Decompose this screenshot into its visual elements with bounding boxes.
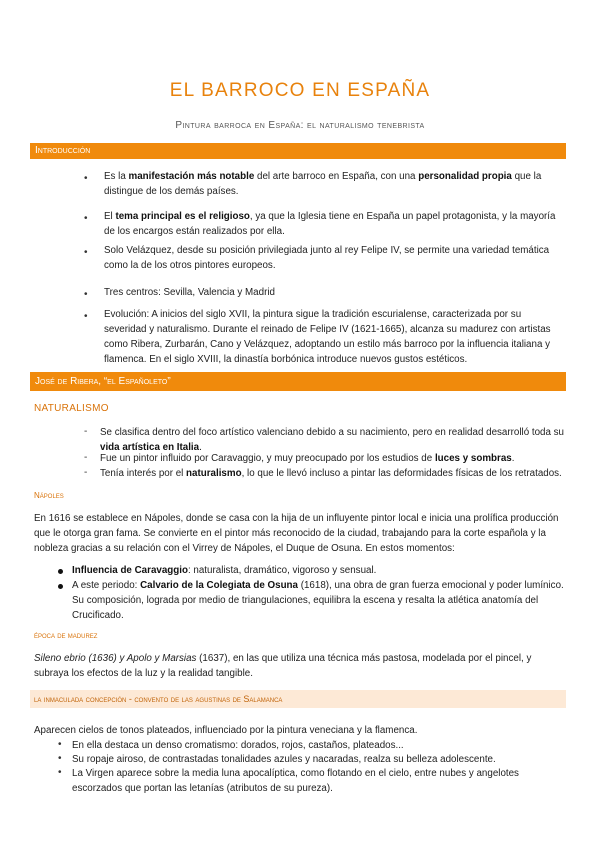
intro-item-4: Tres centros: Sevilla, Valencia y Madrid xyxy=(104,287,275,298)
napoles-item-1: Influencia de Caravaggio: naturalista, dramático, vigoroso y sensual. xyxy=(72,565,377,576)
dash-icon: - xyxy=(84,467,88,478)
bullet-icon: • xyxy=(58,739,62,750)
napoles-item-2: A este periodo: Calvario de la Colegiata de Osuna (1618), una obra de gran fuerza emocional y poder lumínico. Su composición, lograda por medio de triangulaciones, equilibra la escena y resalta la atlética anatomía del Crucificado. xyxy=(72,580,564,621)
bullet-icon: • xyxy=(84,247,88,258)
subheading-madurez: época de madurez xyxy=(34,631,98,640)
subheading-napoles: Nápoles xyxy=(34,491,64,500)
napoles-paragraph: En 1616 se establece en Nápoles, donde se casa con la hija de un influyente pintor local e inicia una prolífica producción que le otorga gran fama. Se convierte en el pintor más reconocido de la ciudad, trabajando para la corte española y la nobleza gracias a su relación con el Virrey de Nápoles, el Duque de Osuna. En estos momentos: xyxy=(34,513,559,554)
page-title: EL BARROCO EN ESPAÑA xyxy=(169,80,431,101)
bullet-icon: • xyxy=(84,289,88,300)
bullet-icon: • xyxy=(58,767,62,778)
subheading-naturalismo: NATURALISMO xyxy=(34,403,109,414)
naturalismo-item-2: Fue un pintor influido por Caravaggio, y muy preocupado por los estudios de luces y sombras. xyxy=(100,453,515,464)
section-heading-intro: Introducción xyxy=(30,143,566,159)
inmaculada-item-3: La Virgen aparece sobre la media luna apocalíptica, como flotando en el cielo, entre nubes y angelotes escorzados que portan las letanías (atributos de su pureza). xyxy=(72,768,519,794)
naturalismo-item-1: Se clasifica dentro del foco artístico valenciano debido a su nacimiento, pero en realidad desarrolló toda su vida artística en Italia. xyxy=(100,427,564,453)
section-heading-inmaculada: la inmaculada concepción - convento de las agustinas de Salamanca xyxy=(30,690,566,708)
inmaculada-item-1: En ella destaca un denso cromatismo: dorados, rojos, castaños, plateados... xyxy=(72,740,404,751)
dash-icon: - xyxy=(84,452,88,463)
intro-item-3: Solo Velázquez, desde su posición privilegiada junto al rey Felipe IV, se permite una variedad temática como la de los otros pintores europeos. xyxy=(104,245,550,271)
intro-item-2: El tema principal es el religioso, ya que la Iglesia tiene en España un papel protagonista, y la mayoría de los encargos están realizados por ella. xyxy=(104,211,556,237)
intro-item-1: Es la manifestación más notable del arte barroco en España, con una personalidad propia que la distingue de los demás países. xyxy=(104,171,542,197)
inmaculada-paragraph: Aparecen cielos de tonos plateados, influenciado por la pintura veneciana y la flamenca. xyxy=(34,725,418,736)
dash-icon: - xyxy=(84,426,88,437)
bullet-icon xyxy=(58,569,63,574)
bullet-icon: • xyxy=(84,213,88,224)
section-heading-ribera: José de Ribera, “el Españoleto” xyxy=(30,372,566,391)
intro-item-5: Evolución: A inicios del siglo XVII, la pintura sigue la tradición escurialense, caracterizada por su severidad y naturalismo. Durante el reinado de Felipe IV (1621-1665), alcanza su madurez con artistas como Ribera, Zurbarán, Cano y Velázquez, adoptando un estilo más barroco por la influencia italiana y flamenca. En el siglo XVIII, la dinastía borbónica introduce nuevos gustos estéticos. xyxy=(104,309,551,365)
naturalismo-item-3: Tenía interés por el naturalismo, lo que le llevó incluso a pintar las deformidades físicas de los retratados. xyxy=(100,468,562,479)
inmaculada-item-2: Su ropaje airoso, de contrastadas tonalidades azules y nacaradas, realza su belleza adolescente. xyxy=(72,754,496,765)
page-subtitle: Pintura barroca en España: el naturalismo tenebrista xyxy=(175,120,425,131)
madurez-paragraph: Sileno ebrio (1636) y Apolo y Marsias (1637), en las que utiliza una técnica más pastosa, modelada por el pincel, y subraya los efectos de la luz y la realidad tangible. xyxy=(34,653,532,679)
bullet-icon: • xyxy=(84,173,88,184)
bullet-icon: • xyxy=(84,311,88,322)
bullet-icon xyxy=(58,584,63,589)
bullet-icon: • xyxy=(58,753,62,764)
